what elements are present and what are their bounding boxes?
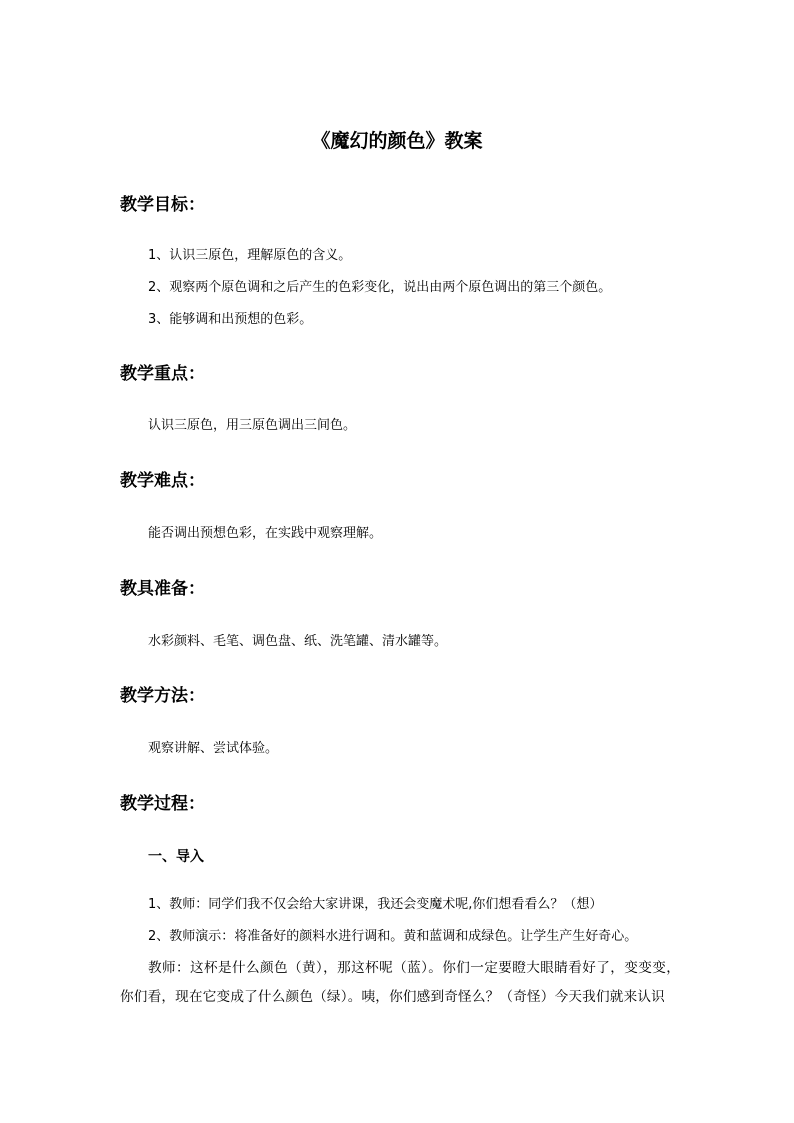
objective-item-2: 2、观察两个原色调和之后产生的色彩变化，说出由两个原色调出的第三个颜色。 <box>148 280 612 295</box>
heading-process: 教学过程： <box>120 794 205 814</box>
key-points-text: 认识三原色，用三原色调出三间色。 <box>148 418 357 433</box>
objective-item-3: 3、能够调和出预想的色彩。 <box>148 312 313 327</box>
heading-materials: 教具准备： <box>120 579 205 599</box>
process-intro-item-2: 2、教师演示：将准备好的颜料水进行调和。黄和蓝调和成绿色。让学生产生好奇心。 <box>148 929 638 944</box>
process-intro-paragraph: 教师：这杯是什么颜色（黄），那这杯呢（蓝）。你们一定要瞪大眼睛看好了，变变变，你们看，现在它变成了什么颜色（绿）。咦，你们感到奇怪么？（奇怪）今天我们就来认识 <box>120 960 680 1005</box>
document-title: 《魔幻的颜色》教案 <box>311 130 483 152</box>
difficulties-text: 能否调出预想色彩，在实践中观察理解。 <box>148 526 383 541</box>
materials-text: 水彩颜料、毛笔、调色盘、纸、洗笔罐、清水罐等。 <box>148 634 448 649</box>
methods-text: 观察讲解、尝试体验。 <box>148 741 279 756</box>
process-intro-item-1: 1、教师：同学们我不仅会给大家讲课，我还会变魔术呢,你们想看看么？（想） <box>148 897 603 912</box>
process-step-intro-heading: 一、导入 <box>148 849 204 865</box>
heading-methods: 教学方法： <box>120 686 205 706</box>
heading-difficulties: 教学难点： <box>120 471 205 491</box>
heading-key-points: 教学重点： <box>120 364 205 384</box>
objective-item-1: 1、认识三原色，理解原色的含义。 <box>148 248 352 263</box>
heading-objectives: 教学目标： <box>120 195 205 215</box>
